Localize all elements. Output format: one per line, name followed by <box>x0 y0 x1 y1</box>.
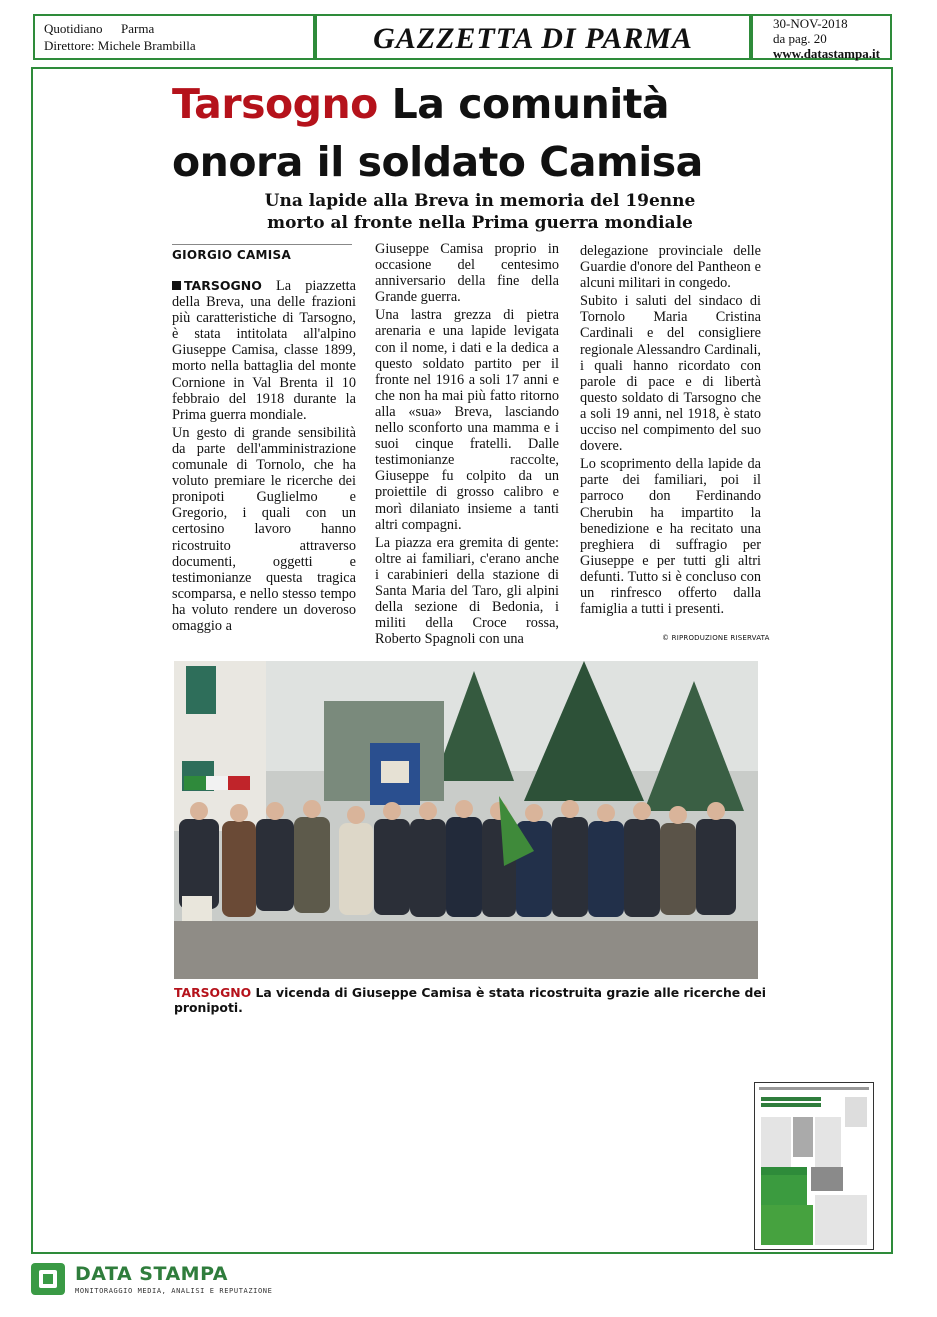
page-thumbnail-illustration <box>755 1083 873 1249</box>
col2-paragraph-3: La piazza era gremita di gente: oltre ai familiari, c'erano anche i carabinieri della stazione di Santa Maria del Taro, gli alpini della sezione di Bedonia, i militi della Croce rossa, Roberto Spagnoli con una <box>375 534 559 648</box>
publication-director: Direttore: Michele Brambilla <box>44 38 196 53</box>
headline-place: Tarsogno <box>172 80 378 128</box>
col2-paragraph-2: Una lastra grezza di pietra arenaria e una lapide levigata con il nome, i dati e la dedica a questo soldato partito per il fronte nel 1916 a soli 17 anni e che non ha mai più fatto ritorno alla «sua» Breva, lasciando nello sconforto una mamma e i suoi cinque fratelli. Dalle testimonianze raccolte, Giuseppe fu colpito da un proiettile di grosso calibro e morì dilaniato insieme a tanti altri compagni. <box>375 307 559 533</box>
site-link[interactable]: www.datastampa.it <box>773 46 880 61</box>
headline-part1: La comunità <box>391 80 670 128</box>
caption-text: La vicenda di Giuseppe Camisa è stata ricostruita grazie alle ricerche dei pronipoti. <box>174 985 767 1015</box>
header-masthead-box <box>315 14 751 60</box>
data-stamp-logo <box>31 1263 331 1303</box>
rights-notice: © RIPRODUZIONE RISERVATA <box>662 634 770 642</box>
headline-line1 <box>172 79 772 129</box>
article-column-3 <box>580 243 761 619</box>
photo-caption <box>174 985 774 1015</box>
subtitle <box>240 190 720 234</box>
subtitle-line1: Una lapide alla Breva in memoria del 19enne <box>264 191 696 211</box>
col2-paragraph-1: Giuseppe Camisa proprio in occasione del centesimo anniversario della fine della Grande guerra. <box>375 241 559 306</box>
publication-type: Quotidiano <box>44 21 103 36</box>
lead-square-icon <box>172 281 181 290</box>
article-column-2 <box>375 241 559 649</box>
col3-paragraph-2: Subito i saluti del sindaco di Tornolo Maria Cristina Cardinali e del consigliere regionale Alessandro Cardinali, i quali hanno ricordato con parole di pace e di libertà questo soldato di Tarsogno che a soli 19 anni, nel 1918, è stato ucciso nel compimento del suo dovere. <box>580 293 761 455</box>
headline-line2: onora il soldato Camisa <box>172 138 703 186</box>
publication-city: Parma <box>121 21 155 36</box>
page-thumbnail[interactable] <box>754 1082 874 1250</box>
page-reference: da pag. 20 <box>773 31 827 46</box>
col3-paragraph-1: delegazione provinciale delle Guardie d'onore del Pantheon e alcuni militari in congedo. <box>580 243 761 292</box>
masthead: GAZZETTA DI PARMA <box>373 22 693 55</box>
header-date-box <box>751 14 892 60</box>
article-column-1 <box>172 278 356 636</box>
col1-paragraph-1: La piazzetta della Breva, una delle frazioni più caratteristiche di Tarsogno, è stata intitolata all'alpino Giuseppe Camisa, classe 1899, morto nella battaglia del monte Cornione in Val Brenta il 10 febbraio del 1918 durante la Prima guerra mondiale. <box>172 278 356 423</box>
brand-tagline: MONITORAGGIO MEDIA, ANALISI E REPUTAZIONE <box>75 1287 273 1295</box>
article-photo <box>174 661 758 979</box>
group-photo-illustration <box>174 661 758 979</box>
byline-rule <box>172 244 352 245</box>
col3-paragraph-3: Lo scoprimento della lapide da parte dei familiari, poi il parroco don Ferdinando Cherubin ha impartito la benedizione e ha recitato una preghiera di suffragio per Giuseppe e per tutti gli altri defunti. Tutto si è concluso con un rinfresco offerto dalla famiglia a tutti i presenti. <box>580 456 761 618</box>
publication-date: 30-NOV-2018 <box>773 16 848 31</box>
col1-paragraph-2: Un gesto di grande sensibilità da parte dell'amministrazione comunale di Tornolo, che ha voluto premiare le ricerche dei pronipoti Guglielmo e Gregorio, i quali con un certosino lavoro hanno ricostruito attraverso documenti, oggetti e testimonianze questa tragica scomparsa, e nello stesso tempo ha voluto rendere un doveroso omaggio a <box>172 424 356 634</box>
byline: GIORGIO CAMISA <box>172 248 292 262</box>
brand-name: DATA STAMPA <box>75 1263 228 1285</box>
lead-dateline: TARSOGNO <box>184 278 262 293</box>
caption-place: TARSOGNO <box>174 985 252 1000</box>
subtitle-line2: morto al fronte nella Prima guerra mondiale <box>267 213 693 233</box>
data-stamp-logo-icon <box>31 1263 67 1297</box>
header-source-box <box>33 14 315 60</box>
